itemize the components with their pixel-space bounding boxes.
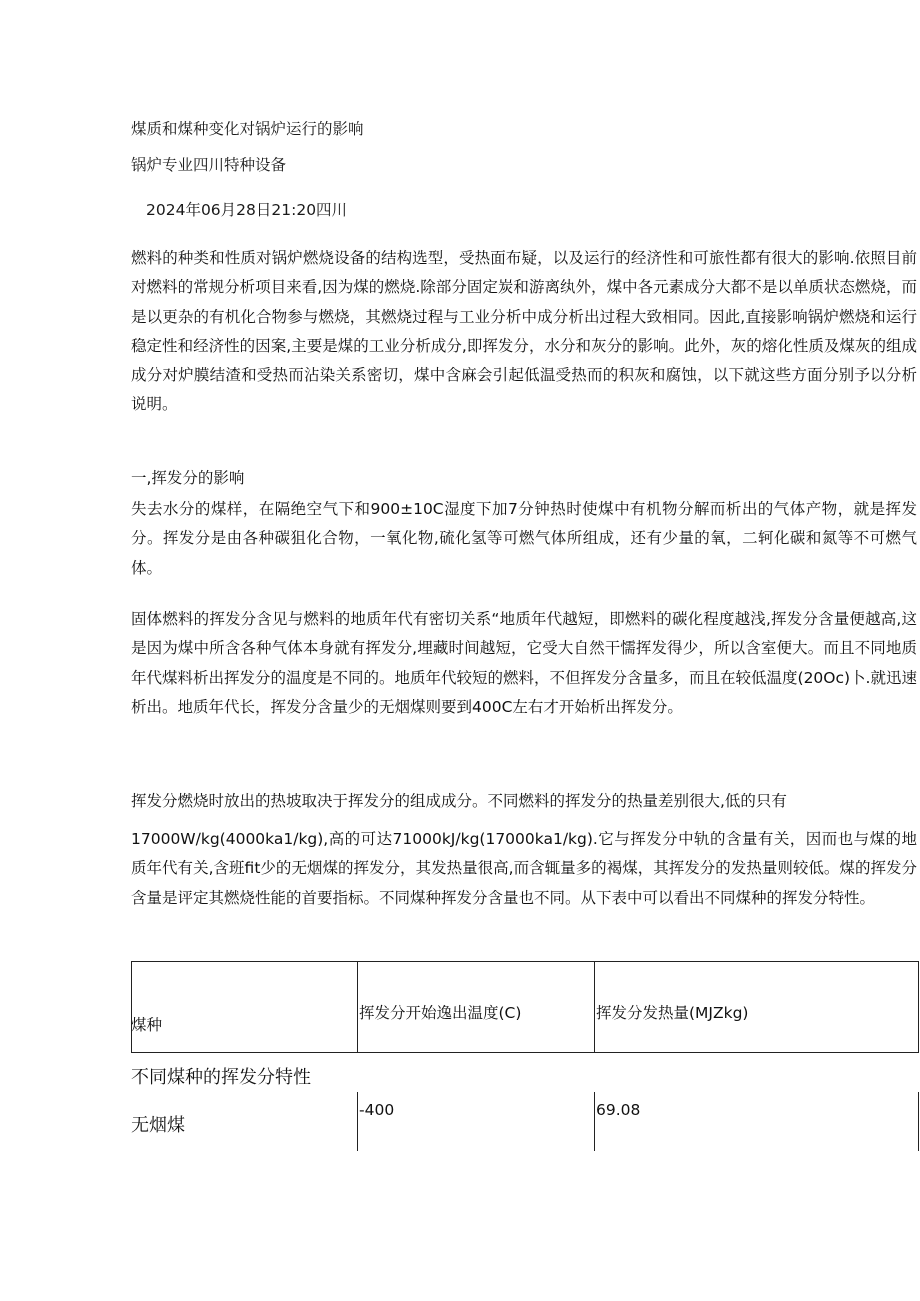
table-caption: 不同煤种的挥发分特性 bbox=[131, 1067, 311, 1088]
article-title: 煤质和煤种变化对锅炉运行的影响 bbox=[131, 120, 364, 138]
table-header-heat-value: 挥发分发热量(MJZkg) bbox=[596, 1004, 749, 1022]
paragraph-intro: 燃料的种类和性质对锅炉燃烧设备的结构选型，受热面布疑，以及运行的经济性和可旅性都有很大的影响.依照目前对燃料的常规分析项目来看,因为煤的燃烧.除部分固定炭和游离纨外，煤中各元素成分大都不是以单质状态燃烧，而是以更杂的有机化合物参与燃烧，其燃烧过程与工业分析中成分析出过程大致相同。因此,直接影响锅炉燃烧和运行稳定性和经济性的因案,主要是煤的工业分析成分,即挥发分，水分和灰分的影响。此外，灰的熔化性质及煤灰的组成成分对炉膜结渣和受热而沾染关系密切，煤中含麻会引起低温受热而的积灰和腐蚀，以下就这些方面分别予以分析说明。 bbox=[131, 249, 917, 414]
section-heading-volatiles: 一,挥发分的影响 bbox=[131, 469, 245, 487]
paragraph-heat-release: 挥发分燃烧时放出的热坡取决于挥发分的组成成分。不同燃料的挥发分的热量差别很大,低的只有 bbox=[131, 792, 787, 810]
table-header-coal-type: 煤种 bbox=[131, 1016, 163, 1034]
table-border-right bbox=[918, 961, 919, 1053]
table-header-release-temp: 挥发分开始逸出温度(C) bbox=[359, 1004, 522, 1022]
article-source: 锅炉专业四川特种设备 bbox=[131, 156, 287, 174]
table-row-divider-1 bbox=[357, 1092, 358, 1151]
paragraph-volatiles-definition: 失去水分的煤样，在隔绝空气下和900±10C湿度下加7分钟热时使煤中有机物分解而析出的气体产物，就是挥发分。挥发分是由各种碳狙化合物，一氧化物,硫化氢等可燃气体所组成，还有少量的氧，二轲化碳和氮等不可燃气体。 bbox=[131, 500, 917, 577]
table-border-left bbox=[131, 961, 132, 1053]
table-cell-heat-value: 69.08 bbox=[596, 1101, 641, 1119]
paragraph-heat-values: 17000W∕kg(4000ka1∕kg),高的可达71000kJ∕kg(17000ka1∕kg).它与挥发分中轨的含量有关，因而也与煤的地质年代有关,含班fit少的无烟煤的挥发分，其发热量很高,而含辄量多的褐煤，其挥发分的发热量则较低。煤的挥发分含量是评定其燃烧性能的首要指标。不同煤种挥发分含量也不同。从下表中可以看出不同煤种的挥发分特性。 bbox=[131, 830, 917, 907]
table-cell-coal-type: 无烟煤 bbox=[131, 1115, 185, 1136]
table-divider-2 bbox=[594, 961, 595, 1053]
publish-date: 2024年06月28日21:20四川 bbox=[146, 201, 348, 219]
table-border-header-bottom bbox=[131, 1052, 919, 1053]
volatiles-table bbox=[131, 961, 919, 1151]
table-divider-1 bbox=[357, 961, 358, 1053]
paragraph-geologic-age: 固体燃料的挥发分含见与燃料的地质年代有密切关系“地质年代越短，即燃料的碳化程度越浅,挥发分含量便越高,这是因为煤中所含各种气体本身就有挥发分,埋藏时间越短，它受大自然干懦挥发得少，所以含室便大。而且不同地质年代煤料析出挥发分的温度是不同的。地质年代较短的燃料，不但挥发分含量多，而且在较低温度(20Oc)卜.就迅速析出。地质年代长，挥发分含量少的无烟煤则要到400C左右才开始析出挥发分。 bbox=[131, 610, 917, 716]
table-border-top bbox=[131, 961, 919, 962]
table-row-divider-2 bbox=[594, 1092, 595, 1151]
table-row-border-right bbox=[918, 1092, 919, 1151]
table-cell-release-temp: -400 bbox=[359, 1101, 395, 1119]
